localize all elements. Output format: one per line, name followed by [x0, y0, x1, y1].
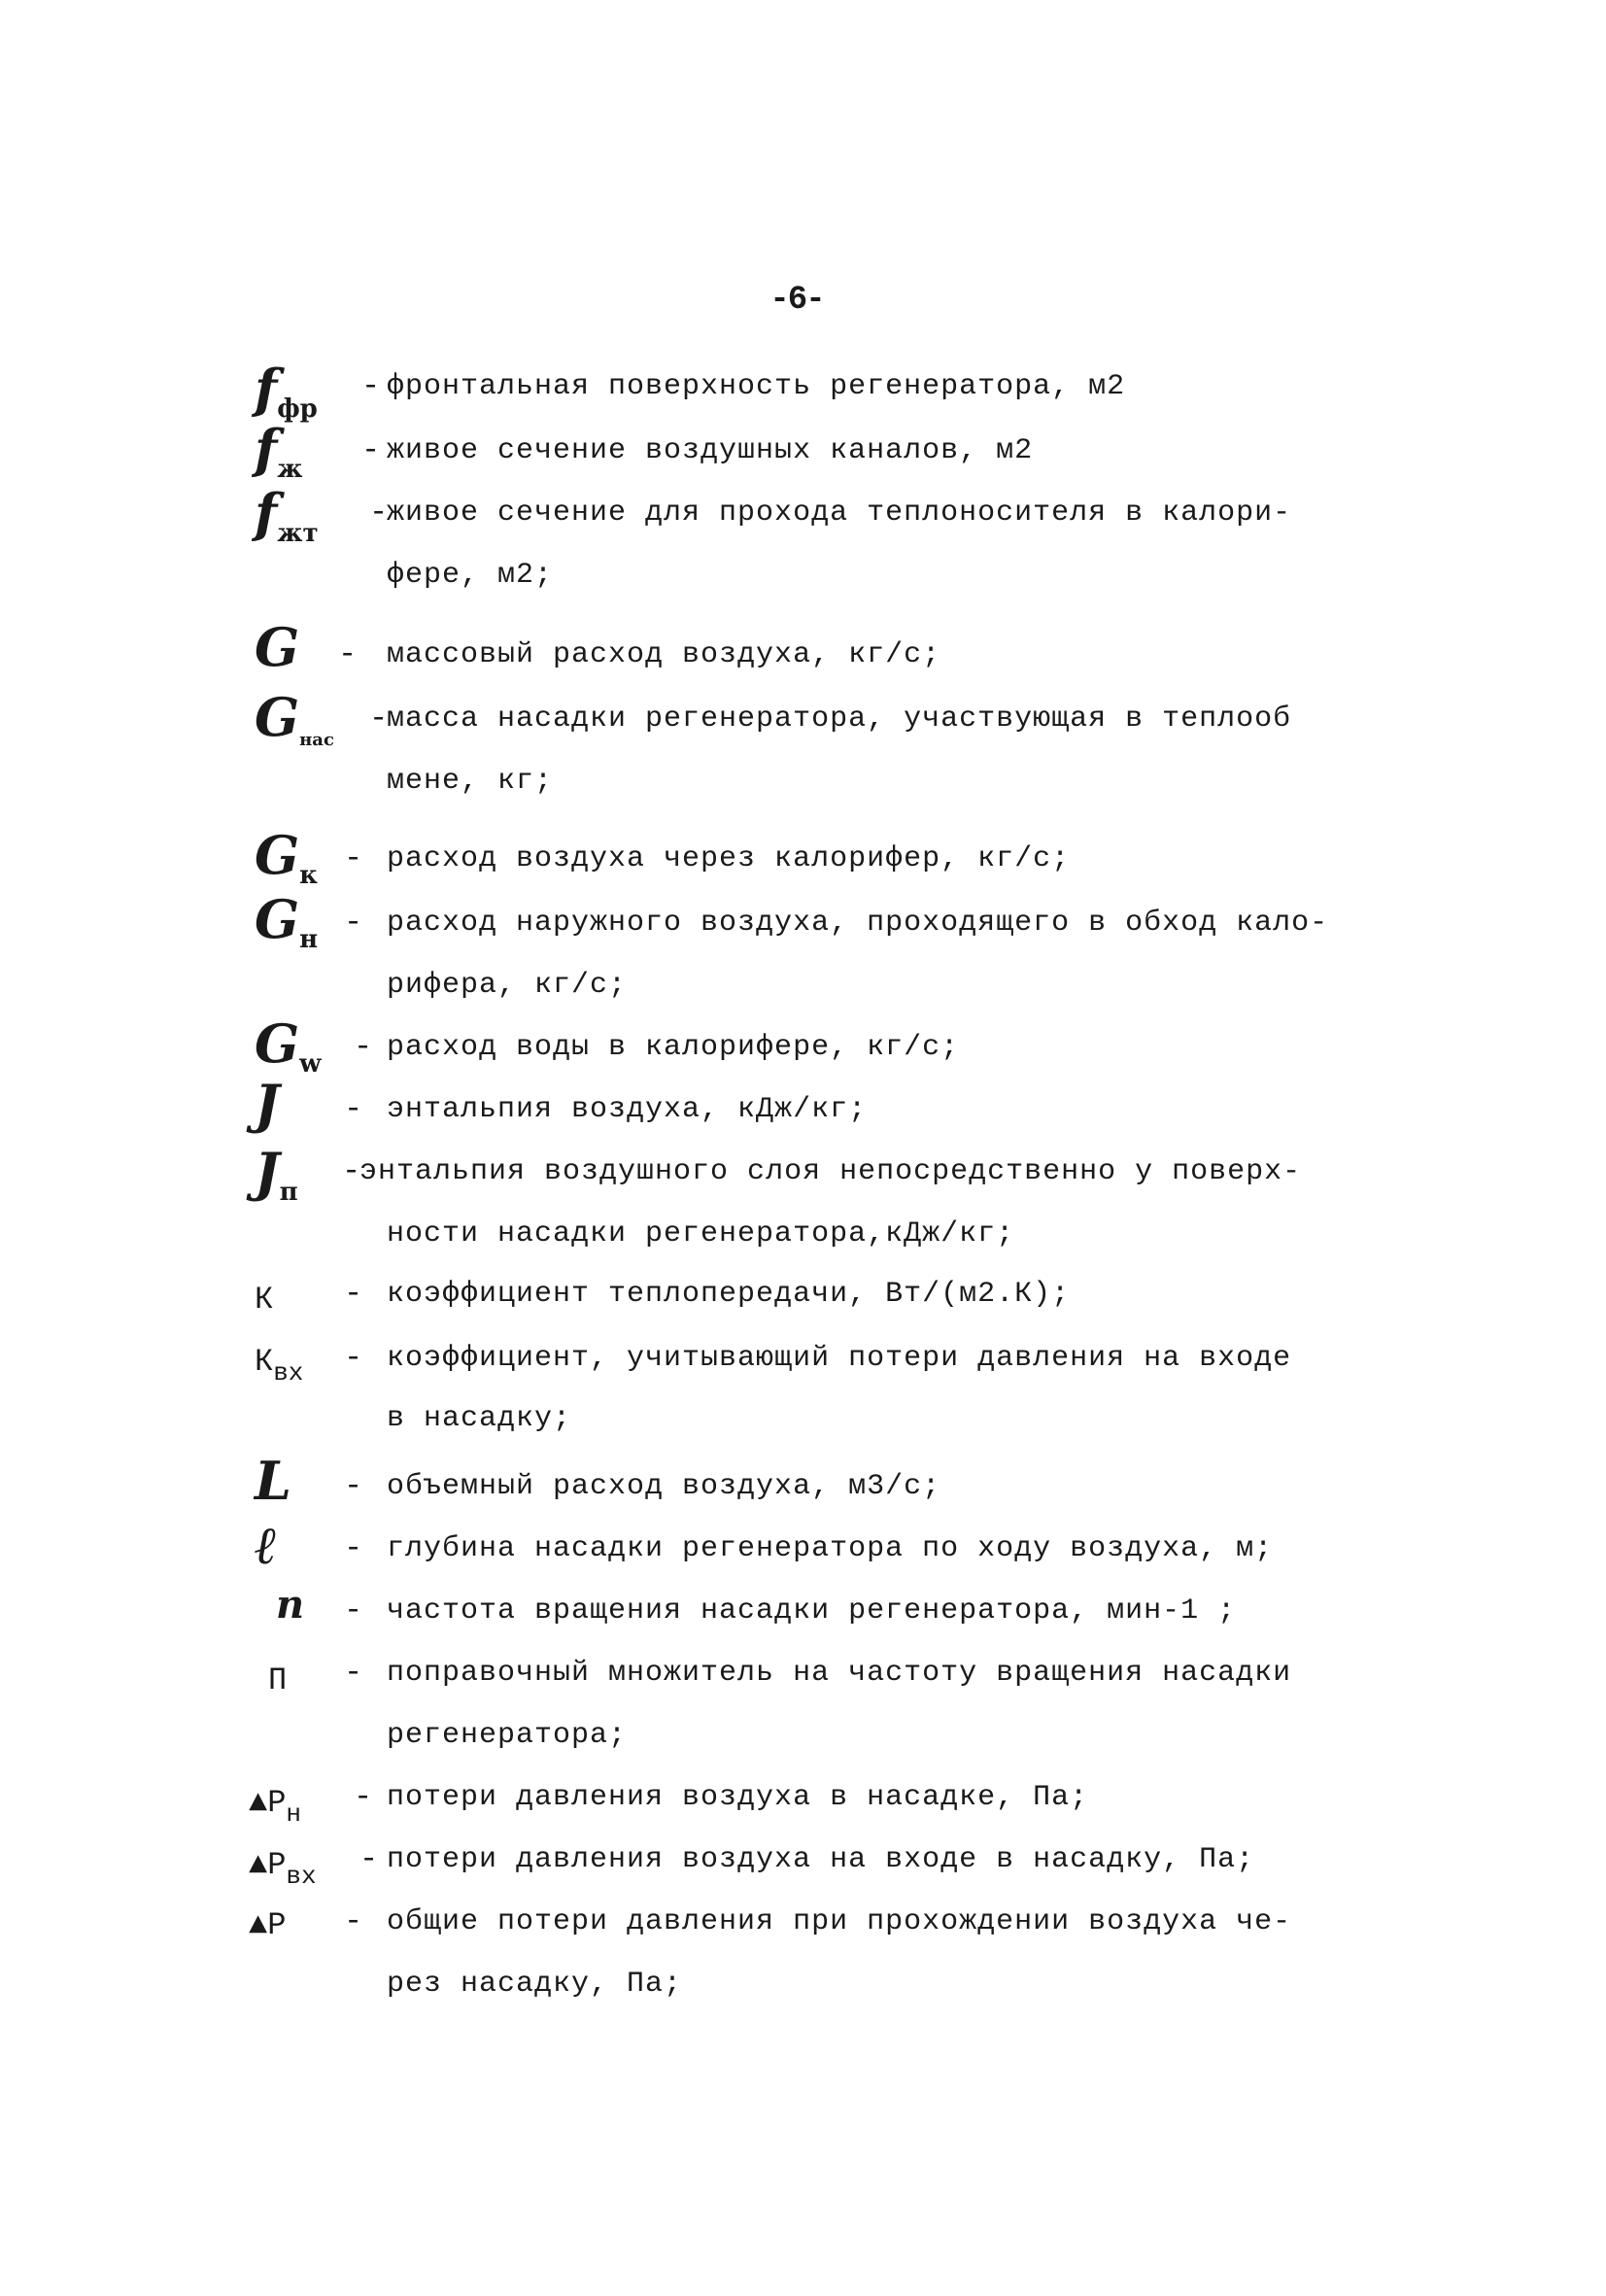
entry-text: потери давления воздуха в насадке, Па;: [387, 1781, 1089, 1814]
entry-text: коэффициент теплопередачи, Вт/(м2.К);: [387, 1278, 1071, 1311]
symbol: $G_w$: [255, 1012, 322, 1079]
entry-text: энтальпия воздушного слоя непосредственно у поверх-: [359, 1155, 1302, 1188]
symbol: $f_{фр}$: [255, 358, 318, 424]
entry-text: в насадку;: [387, 1402, 572, 1435]
entry-text: потери давления воздуха на входе в насадку, Па;: [387, 1843, 1255, 1876]
entry-text: объемный расход воздуха, м3/с;: [387, 1470, 941, 1503]
entry-text: коэффициент, учитывающий потери давления на входе: [387, 1342, 1292, 1375]
symbol: $G_к$: [255, 824, 318, 890]
entry-text: живое сечение воздушных каналов, м2: [387, 434, 1034, 467]
entry-text: фронтальная поверхность регенератора, м2: [387, 370, 1126, 403]
symbol: L: [255, 1450, 291, 1512]
symbol: $f_ж$: [255, 418, 303, 484]
entry-text: ности насадки регенератора,кДж/кг;: [387, 1217, 1015, 1251]
page-number: -6-: [769, 282, 824, 319]
entry-text: живое сечение для прохода теплоносителя в калори-: [387, 497, 1292, 530]
entry-text: общие потери давления при прохождении воздуха че-: [387, 1905, 1292, 1938]
symbol: $G_н$: [255, 888, 319, 954]
symbol: J: [255, 1073, 280, 1135]
symbol-list: $f_{фр}$ - фронтальная поверхность регенератора, м2 $f_ж$ - живое сечение воздушных каналов, м2 $f_{жт}$ - живое сечение для прохода теплоносителя в калори- фере, м2; G - массовый расход воздуха, кг/с; $G_{нас}$ - масса насадки регенератора, участвующая в теплооб мене, кг; $G_к$ - расход воздуха через калорифер, кг/с; $G_н$ - расход наружного воздуха, проходящего в обход кало- рифера, кг/с; $G_w$ - расход воды в калорифере, кг/с; J - энтальпия воздуха, кДж/кг; $J_п$ - энтальпия воздушного слоя непосредственно у поверх- ности насадки регенератора,кДж/кг; К - коэффициент теплопередачи, Вт/(м2.К); $К_{вх}$ - коэффициент, учитывающий потери давления на входе в насадку; L - объемный расход воздуха, м3/с; ℓ - глубина насадки регенератора по ходу воздуха, м; n - частота вращения насадки регенератора, мин-1 ; П - поправочный множитель на частоту вращения насадки регенератора; $▲P_н$ - потери давления воздуха в насадке, Па; $▲P_{вх}$ - потери давления воздуха на входе в насадку, Па; ▲P - общие потери давления при прохождении воздуха че- рез насадку, Па;: [0, 0, 1606, 2296]
symbol: П: [268, 1662, 288, 1698]
entry-text: масса насадки регенератора, участвующая в теплооб: [387, 703, 1292, 736]
symbol: $▲P_н$: [249, 1785, 302, 1829]
symbol: G: [255, 616, 300, 678]
entry-text: энтальпия воздуха, кДж/кг;: [387, 1093, 868, 1126]
entry-text: массовый расход воздуха, кг/с;: [387, 638, 941, 671]
entry-text: рифера, кг/с;: [387, 969, 628, 1002]
symbol: $G_{нас}$: [255, 686, 334, 750]
symbol: $J_п$: [255, 1141, 298, 1207]
entry-text: частота вращения насадки регенератора, мин-1 ;: [387, 1594, 1237, 1628]
entry-text: регенератора;: [387, 1719, 628, 1752]
entry-text: расход воздуха через калорифер, кг/с;: [387, 842, 1071, 875]
symbol: $▲P_{вх}$: [249, 1847, 317, 1891]
symbol: К: [255, 1282, 274, 1318]
symbol: ▲P: [249, 1907, 287, 1943]
entry-text: расход наружного воздуха, проходящего в обход кало-: [387, 907, 1329, 940]
entry-text: рез насадку, Па;: [387, 1968, 683, 2001]
entry-text: глубина насадки регенератора по ходу воздуха, м;: [387, 1532, 1274, 1565]
symbol: n: [276, 1582, 305, 1628]
symbol: ℓ: [255, 1514, 278, 1576]
entry-text: мене, кг;: [387, 765, 554, 798]
entry-text: поправочный множитель на частоту вращения насадки: [387, 1657, 1292, 1690]
entry-text: расход воды в калорифере, кг/с;: [387, 1031, 960, 1064]
symbol: $f_{жт}$: [255, 482, 319, 548]
symbol: $К_{вх}$: [255, 1344, 304, 1388]
entry-text: фере, м2;: [387, 559, 554, 592]
